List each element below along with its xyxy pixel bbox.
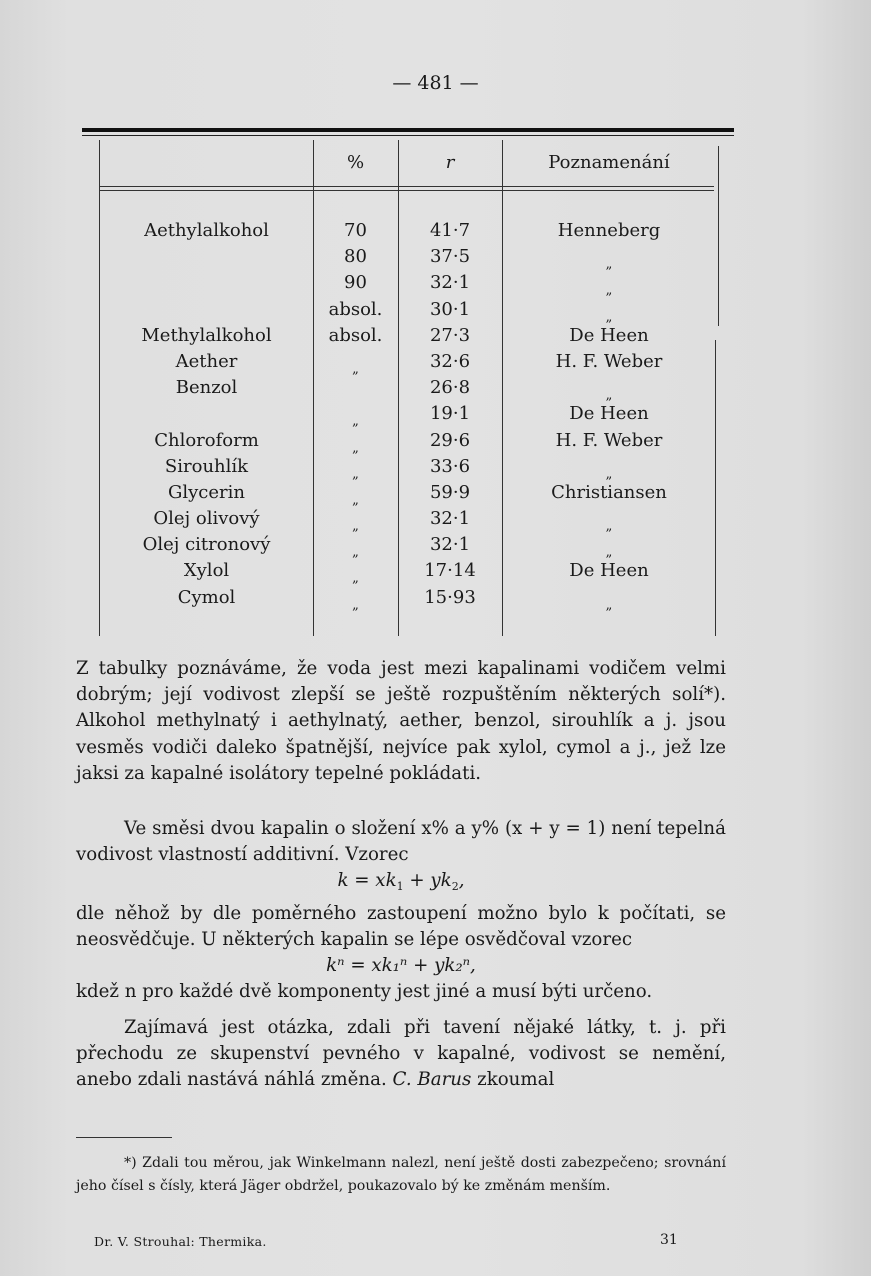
cell-percent xyxy=(313,244,398,270)
cell-percent-text: „ xyxy=(352,545,359,561)
cell-note xyxy=(502,480,716,506)
cell-liquid xyxy=(100,375,313,401)
cell-note-text: „ xyxy=(605,283,613,299)
paragraph-2-intro xyxy=(76,816,726,868)
table-row xyxy=(100,244,716,273)
cell-note xyxy=(502,375,716,403)
table-body xyxy=(100,218,716,611)
cell-r-text: 27·3 xyxy=(429,324,471,346)
cell-r xyxy=(398,270,502,296)
table-row xyxy=(100,532,716,561)
cell-note xyxy=(502,428,716,454)
footer-author-title: Dr. V. Strouhal: Thermika. xyxy=(94,1234,267,1249)
f1-sub2: 2 xyxy=(451,880,459,894)
cell-percent-text: 70 xyxy=(344,220,367,241)
header-note: Poznamenání xyxy=(548,152,670,173)
cell-liquid xyxy=(100,506,313,532)
cell-note xyxy=(502,558,716,584)
cell-r xyxy=(398,558,502,584)
author-name: C. Barus xyxy=(392,1069,472,1091)
cell-r xyxy=(398,585,502,611)
cell-note-text: „ xyxy=(605,466,613,482)
paragraph-2-continued: dle něhož by dle poměrného zastoupení možno bylo k počítati, se neosvědčuje. U některých kapalin se lépe osvědčoval vzorec xyxy=(76,902,726,950)
p2-part-a: Ve směsi dvou kapalin o složení x% xyxy=(124,818,449,839)
cell-percent-text: „ xyxy=(352,597,359,613)
formula-additive xyxy=(76,868,726,900)
table-row xyxy=(100,323,716,349)
cell-r-text: 32·1 xyxy=(429,272,471,294)
cell-r-text: 32·1 xyxy=(429,508,471,530)
cell-liquid-text: Aether xyxy=(175,350,238,372)
cell-percent xyxy=(313,454,398,482)
table-row xyxy=(100,401,716,430)
table-row xyxy=(100,375,716,404)
table-row xyxy=(100,349,716,375)
cell-note xyxy=(502,532,716,560)
footer-signature: 31 xyxy=(660,1232,678,1248)
cell-r xyxy=(398,297,502,323)
f1-k: k = xk xyxy=(337,870,397,892)
cell-note-text: Christiansen xyxy=(551,481,667,503)
table-row xyxy=(100,585,716,611)
p3-part-a: Zajímavá jest otázka, zdali při tavení nějaké látky, t. j. při přechodu ze skupenství pevného v kapalné, vodivost se nemění, anebo zdali nastává náhlá změna. xyxy=(76,1017,726,1091)
cell-percent xyxy=(313,323,398,349)
cell-liquid xyxy=(100,323,313,349)
cell-percent-text: „ xyxy=(352,519,359,535)
cell-liquid-text: Benzol xyxy=(175,377,238,399)
cell-liquid-text: Methylalkohol xyxy=(141,324,272,346)
cell-r-text: 41·7 xyxy=(429,220,471,241)
cell-r xyxy=(398,480,502,506)
cell-note-text: „ xyxy=(605,309,613,325)
cell-liquid-text: Aethylalkohol xyxy=(144,220,269,241)
paragraph-2-end: kdež n pro každé dvě komponenty jest jiné a musí býti určeno. xyxy=(76,981,653,1003)
cell-r-text: 15·93 xyxy=(424,586,476,608)
f1-mid: + yk xyxy=(403,870,452,892)
cell-note xyxy=(502,401,716,427)
table-row xyxy=(100,454,716,480)
cell-r xyxy=(398,401,502,427)
cell-r-text: 32·6 xyxy=(429,350,471,372)
cell-liquid xyxy=(100,349,313,375)
cell-r-text: 29·6 xyxy=(429,429,471,451)
cell-r-text: 33·6 xyxy=(429,455,471,477)
paragraph-1 xyxy=(76,656,726,787)
header-percent: % xyxy=(346,152,365,173)
cell-liquid-text: Glycerin xyxy=(168,481,245,503)
cell-note-text: „ xyxy=(605,257,613,273)
cell-percent-text: „ xyxy=(352,440,359,456)
paragraph-1-text: Z tabulky poznáváme, že voda jest mezi kapalinami vodičem velmi dobrým; její vodivost zlepší se ještě rozpuštěním některých solí*). Alkohol methylnatý i aethylnatý, aether, benzol, sirouhlík a j. jsou vesměs vodiči daleko špatnější, nejvíce pak xylol, cymol a j., jež lze jaksi za kapalné isolátory tepelné pokládati. xyxy=(76,658,726,784)
cell-liquid-text: Xylol xyxy=(183,560,230,582)
cell-r xyxy=(398,454,502,480)
cell-note-text: „ xyxy=(605,545,613,561)
cell-percent-text: „ xyxy=(352,414,359,430)
cell-percent xyxy=(313,218,398,244)
column-line xyxy=(718,146,719,326)
cell-liquid xyxy=(100,428,313,454)
p3-part-b: zkoumal xyxy=(471,1069,555,1091)
cell-percent xyxy=(313,532,398,560)
cell-percent xyxy=(313,585,398,613)
cell-r xyxy=(398,349,502,375)
cell-percent xyxy=(313,506,398,534)
f1-end: , xyxy=(458,870,465,892)
cell-percent xyxy=(313,297,398,323)
cell-liquid xyxy=(100,558,313,584)
cell-r-text: 59·9 xyxy=(429,481,471,503)
cell-note-text: De Heen xyxy=(569,560,649,582)
conductivity-table xyxy=(82,128,734,633)
cell-note-text: H. F. Weber xyxy=(555,350,663,372)
cell-percent xyxy=(313,349,398,377)
cell-note-text: „ xyxy=(605,519,613,535)
cell-liquid xyxy=(100,532,313,558)
table-top-rule xyxy=(82,128,734,132)
cell-note xyxy=(502,218,716,244)
formula-power: kⁿ = xk₁ⁿ + yk₂ⁿ, xyxy=(326,955,476,977)
cell-r xyxy=(398,244,502,270)
cell-note xyxy=(502,454,716,482)
cell-r xyxy=(398,323,502,349)
header-divider-2 xyxy=(100,190,714,191)
header-r: r xyxy=(445,152,455,173)
cell-percent-text: „ xyxy=(352,466,359,482)
cell-percent-text: absol. xyxy=(328,324,383,346)
cell-liquid xyxy=(100,480,313,506)
paragraph-2 xyxy=(76,816,726,1005)
cell-r-text: 32·1 xyxy=(429,534,471,556)
f1-sub1: 1 xyxy=(396,880,404,894)
cell-note-text: „ xyxy=(605,388,613,404)
cell-liquid-text: Cymol xyxy=(177,586,236,608)
p2-part-c: (x + y = 1) není tepelná vodivost vlastností additivní. Vzorec xyxy=(76,818,726,866)
table-top-rule-thin xyxy=(82,135,734,136)
cell-percent-text: „ xyxy=(352,361,359,377)
cell-percent-text: „ xyxy=(352,492,359,508)
cell-note xyxy=(502,323,716,349)
table-row xyxy=(100,480,716,506)
paragraph-3 xyxy=(76,1015,726,1094)
footnote: *) Zdali tou měrou, jak Winkelmann nalezl, není ještě dosti zabezpečeno; srovnání jeho čísel s čísly, která Jäger obdržel, poukazovalo bý ke změnám menším. xyxy=(76,1155,726,1194)
table-row xyxy=(100,218,716,244)
cell-note xyxy=(502,297,716,325)
cell-liquid xyxy=(100,218,313,244)
cell-r xyxy=(398,375,502,401)
cell-r-text: 19·1 xyxy=(429,403,471,425)
table-row xyxy=(100,506,716,535)
cell-note xyxy=(502,349,716,375)
cell-r-text: 30·1 xyxy=(429,298,471,320)
cell-percent xyxy=(313,428,398,456)
cell-liquid-text: Olej olivový xyxy=(153,508,260,530)
p2-part-b: a y% xyxy=(448,818,500,839)
cell-r xyxy=(398,218,502,244)
cell-r-text: 17·14 xyxy=(424,560,476,582)
cell-r xyxy=(398,506,502,532)
cell-r xyxy=(398,532,502,558)
page-number: — 481 — xyxy=(392,72,479,94)
cell-note xyxy=(502,270,716,298)
cell-liquid xyxy=(100,585,313,611)
cell-percent-text: 90 xyxy=(344,272,367,294)
footnote-rule xyxy=(76,1137,172,1138)
table-row xyxy=(100,558,716,587)
cell-percent xyxy=(313,401,398,429)
cell-percent xyxy=(313,270,398,296)
header-divider xyxy=(100,186,714,187)
paragraph-3-text xyxy=(76,1015,726,1094)
cell-note-text: „ xyxy=(605,597,613,613)
cell-note-text: H. F. Weber xyxy=(555,429,663,451)
table-row xyxy=(100,270,716,299)
cell-note-text: De Heen xyxy=(569,324,649,346)
table-row xyxy=(100,428,716,454)
cell-note-text: De Heen xyxy=(569,403,649,425)
cell-percent-text: absol. xyxy=(328,298,383,320)
cell-note xyxy=(502,506,716,534)
cell-r-text: 37·5 xyxy=(429,246,471,268)
cell-liquid xyxy=(100,454,313,480)
cell-liquid-text: Olej citronový xyxy=(142,534,271,556)
cell-percent xyxy=(313,558,398,586)
cell-liquid-text: Chloroform xyxy=(154,429,259,451)
cell-r xyxy=(398,428,502,454)
cell-note xyxy=(502,244,716,272)
cell-r-text: 26·8 xyxy=(429,377,471,399)
cell-liquid-text: Sirouhlík xyxy=(164,455,249,477)
table-row xyxy=(100,297,716,323)
cell-note-text: Henneberg xyxy=(557,220,661,241)
cell-percent xyxy=(313,480,398,508)
cell-percent-text: „ xyxy=(352,571,359,587)
cell-note xyxy=(502,585,716,613)
cell-percent-text: 80 xyxy=(344,246,367,268)
